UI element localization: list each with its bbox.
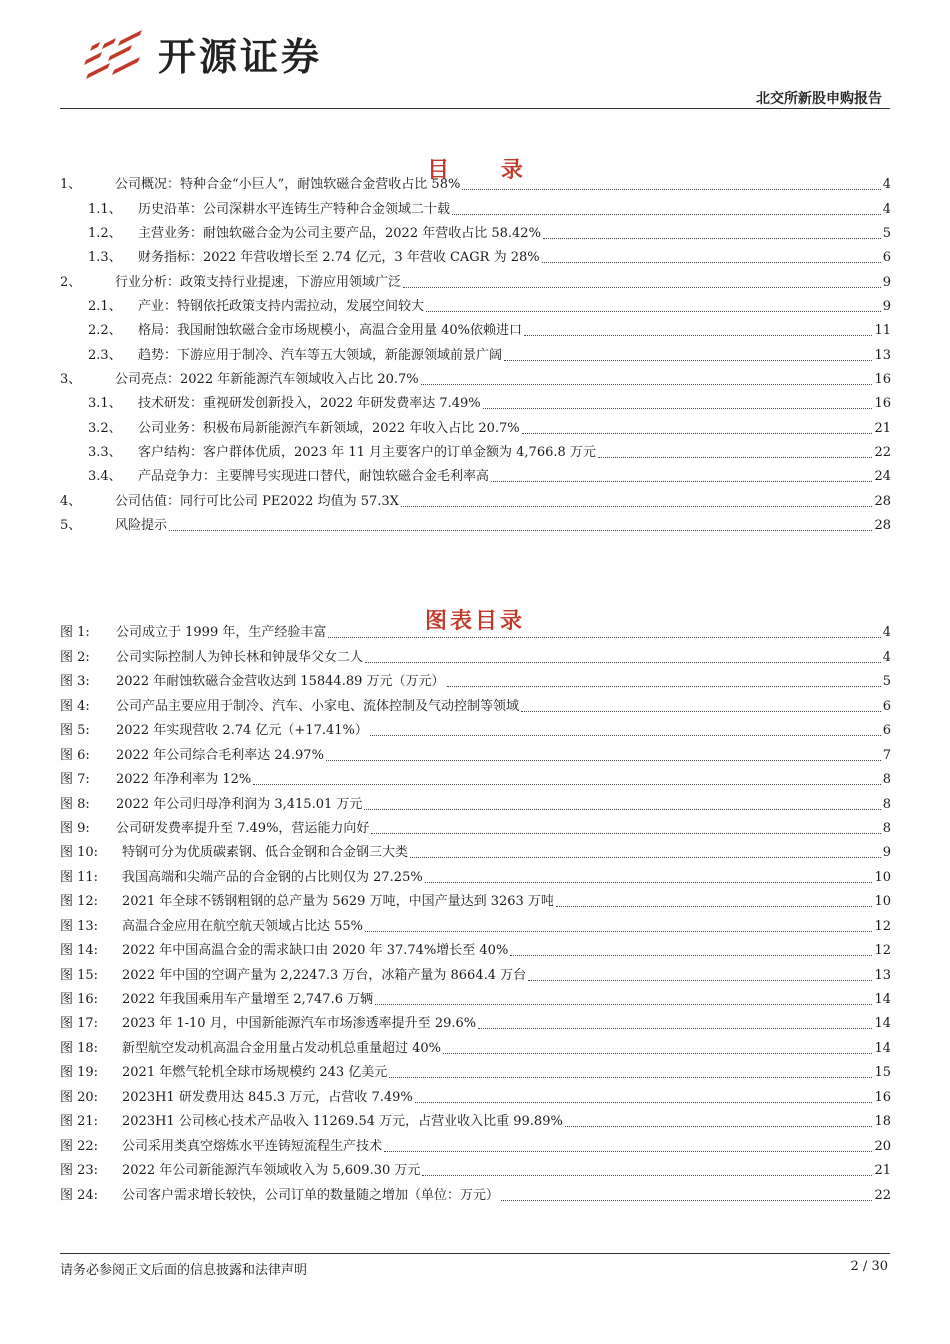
figure-entry-number: 图 17: bbox=[60, 1016, 99, 1032]
toc-entry-number: 1.3、 bbox=[88, 250, 122, 266]
figure-entry-title: 2022 年净利率为 12% bbox=[116, 772, 252, 788]
toc-list bbox=[60, 172, 891, 537]
toc-entry-number: 3、 bbox=[60, 372, 82, 388]
figure-entry-number: 图 4: bbox=[60, 698, 90, 714]
figure-entry-page-number: 13 bbox=[874, 967, 891, 983]
toc-entry[interactable] bbox=[60, 367, 891, 391]
toc-entry-page-number: 21 bbox=[874, 420, 891, 436]
dot-leader bbox=[462, 189, 880, 190]
toc-entry-title: 财务指标：2022 年营收增长至 2.74 亿元，3 年营收 CAGR 为 28% bbox=[138, 250, 540, 266]
toc-entry-title: 产业：特钢依托政策支持内需拉动，发展空间较大 bbox=[138, 299, 425, 315]
toc-entry-page-number: 4 bbox=[882, 201, 891, 217]
figure-entry[interactable] bbox=[60, 1182, 891, 1206]
dot-leader bbox=[543, 238, 881, 239]
dot-leader bbox=[403, 287, 881, 288]
figure-entry[interactable] bbox=[60, 1133, 891, 1157]
figure-entry-page-number: 22 bbox=[874, 1187, 891, 1203]
toc-entry-page-number: 9 bbox=[882, 274, 891, 290]
figure-entry-number: 图 14: bbox=[60, 943, 99, 959]
figure-entry[interactable] bbox=[60, 718, 891, 742]
figure-entry-number: 图 16: bbox=[60, 992, 99, 1007]
dot-leader bbox=[328, 637, 880, 638]
toc-entry-number: 1.1、 bbox=[88, 201, 122, 217]
figure-entry-number: 图 21: bbox=[60, 1114, 99, 1130]
figure-entry-number: 图 15: bbox=[60, 967, 99, 983]
toc-entry-title: 风险提示 bbox=[115, 518, 168, 534]
figure-entry-title: 2021 年全球不锈钢粗钢的总产量为 5629 万吨，中国产量达到 3263 万吨 bbox=[122, 894, 554, 910]
figure-entry-page-number: 8 bbox=[882, 820, 891, 836]
toc-entry-page-number: 22 bbox=[874, 445, 891, 461]
dot-leader bbox=[443, 1053, 872, 1054]
figure-entry-number: 图 6: bbox=[60, 747, 90, 763]
figure-entry-page-number: 9 bbox=[882, 845, 891, 861]
figure-entry-title: 2023H1 公司核心技术产品收入 11269.54 万元，占营业收入比重 99.89% bbox=[122, 1114, 563, 1130]
toc-entry-page-number: 16 bbox=[874, 372, 891, 388]
figure-entry-title: 2022 年公司归母净利润为 3,415.01 万元 bbox=[116, 796, 363, 812]
toc-entry-page-number: 16 bbox=[874, 396, 891, 412]
toc-entry-title: 公司概况：特种合金“小巨人”，耐蚀软磁合金营收占比 58% bbox=[115, 177, 461, 193]
toc-entry-title: 主营业务：耐蚀软磁合金为公司主要产品，2022 年营收占比 58.42% bbox=[138, 226, 541, 242]
toc-entry-title: 趋势：下游应用于制冷、汽车等五大领域，新能源领域前景广阔 bbox=[138, 347, 503, 363]
dot-leader bbox=[415, 1102, 873, 1103]
toc-entry-title: 格局：我国耐蚀软磁合金市场规模小，高温合金用量 40%依赖进口 bbox=[138, 323, 523, 339]
figure-entry-title: 新型航空发动机高温合金用量占发动机总重量超过 40% bbox=[122, 1040, 442, 1056]
toc-entry-number: 3.1、 bbox=[88, 396, 122, 412]
dot-leader bbox=[504, 360, 872, 361]
figure-entry[interactable] bbox=[60, 1084, 891, 1108]
toc-entry-title: 技术研发：重视研发创新投入，2022 年研发费率达 7.49% bbox=[138, 396, 481, 412]
toc-entry-number: 3.4、 bbox=[88, 469, 122, 485]
toc-entry-page-number: 9 bbox=[882, 299, 891, 315]
toc-entry-title: 历史沿革：公司深耕水平连铸生产特种合金领域二十载 bbox=[138, 201, 451, 217]
figure-entry[interactable] bbox=[60, 767, 891, 791]
figure-entry[interactable] bbox=[60, 791, 891, 815]
figure-entry[interactable] bbox=[60, 693, 891, 717]
figure-entry-title: 2022 年中国高温合金的需求缺口由 2020 年 37.74%增长至 40% bbox=[122, 943, 509, 959]
dot-leader bbox=[422, 1175, 872, 1176]
dot-leader bbox=[528, 980, 872, 981]
figure-entry-page-number: 14 bbox=[874, 1016, 891, 1032]
figure-entry[interactable] bbox=[60, 987, 891, 1011]
figure-entry-number: 图 7: bbox=[60, 772, 90, 788]
dot-leader bbox=[365, 662, 881, 663]
figure-entry[interactable] bbox=[60, 1158, 891, 1182]
toc-entry-number: 4、 bbox=[60, 493, 82, 509]
toc-entry-number: 1、 bbox=[60, 177, 82, 193]
toc-entry-number: 2.1、 bbox=[88, 299, 122, 315]
figure-entry-number: 图 19: bbox=[60, 1065, 99, 1081]
figure-entry-title: 2023H1 研发费用达 845.3 万元，占营收 7.49% bbox=[122, 1089, 413, 1105]
figure-entry[interactable] bbox=[60, 644, 891, 668]
dot-leader bbox=[542, 262, 881, 263]
figure-entry[interactable] bbox=[60, 840, 891, 864]
toc-entry[interactable] bbox=[60, 269, 891, 293]
figure-entry-number: 图 11: bbox=[60, 869, 99, 885]
figure-entry-title: 2022 年公司新能源汽车领域收入为 5,609.30 万元 bbox=[122, 1163, 421, 1179]
dot-leader bbox=[364, 809, 880, 810]
dot-leader bbox=[326, 760, 881, 761]
figure-entry-number: 图 10: bbox=[60, 845, 99, 861]
dot-leader bbox=[478, 1028, 872, 1029]
figure-entry[interactable] bbox=[60, 1109, 891, 1133]
toc-entry-page-number: 11 bbox=[874, 323, 891, 339]
figure-entry-page-number: 21 bbox=[874, 1163, 891, 1179]
toc-entry[interactable] bbox=[60, 196, 891, 220]
figure-entry[interactable] bbox=[60, 938, 891, 962]
toc-entry[interactable] bbox=[60, 513, 891, 537]
toc-entry-number: 3.2、 bbox=[88, 420, 122, 436]
dot-leader bbox=[253, 784, 880, 785]
figure-index-list bbox=[60, 620, 891, 1207]
figure-entry-title: 特钢可分为优质碳素钢、低合金钢和合金钢三大类 bbox=[122, 845, 409, 861]
figure-entry-page-number: 7 bbox=[882, 747, 891, 763]
dot-leader bbox=[375, 1004, 872, 1005]
toc-entry-number: 2.2、 bbox=[88, 323, 122, 339]
figure-entry-number: 图 18: bbox=[60, 1040, 99, 1056]
dot-leader bbox=[521, 711, 881, 712]
figure-entry-page-number: 14 bbox=[874, 1040, 891, 1056]
figure-entry-title: 2022 年公司综合毛利率达 24.97% bbox=[116, 747, 324, 763]
figure-entry-page-number: 8 bbox=[882, 796, 891, 812]
dot-leader bbox=[598, 457, 873, 458]
toc-entry-page-number: 5 bbox=[882, 226, 891, 242]
toc-entry-number: 3.3、 bbox=[88, 445, 122, 461]
dot-leader bbox=[389, 1077, 872, 1078]
figure-entry-title: 2022 年耐蚀软磁合金营收达到 15844.89 万元（万元） bbox=[116, 674, 445, 690]
dot-leader bbox=[524, 335, 872, 336]
toc-entry[interactable] bbox=[60, 415, 891, 439]
figure-entry-number: 图 22: bbox=[60, 1138, 99, 1154]
dot-leader bbox=[452, 214, 881, 215]
figure-entry-number: 图 2: bbox=[60, 649, 90, 665]
footer-disclaimer: 请务必参阅正文后面的信息披露和法律声明 bbox=[60, 1263, 308, 1278]
toc-entry-number: 5、 bbox=[60, 518, 82, 534]
dot-leader bbox=[426, 311, 881, 312]
figure-entry-title: 公司成立于 1999 年，生产经验丰富 bbox=[116, 625, 327, 641]
toc-entry-page-number: 6 bbox=[882, 250, 891, 266]
figure-entry[interactable] bbox=[60, 962, 891, 986]
figure-entry-page-number: 12 bbox=[874, 918, 891, 934]
footer-divider bbox=[60, 1253, 890, 1254]
figure-entry-title: 2022 年中国的空调产量为 2,2247.3 万台，冰箱产量为 8664.4 万台 bbox=[122, 967, 527, 983]
figure-entry[interactable] bbox=[60, 620, 891, 644]
toc-entry[interactable] bbox=[60, 318, 891, 342]
toc-entry-page-number: 13 bbox=[874, 347, 891, 363]
figure-index-heading: 图表目录 bbox=[424, 609, 525, 634]
toc-entry[interactable] bbox=[60, 172, 891, 196]
figure-entry-title: 公司研发费率提升至 7.49%，营运能力向好 bbox=[116, 820, 370, 836]
figure-entry-title: 2022 年我国乘用车产量增至 2,747.6 万辆 bbox=[122, 992, 374, 1007]
toc-entry-title: 公司业务：积极布局新能源汽车新领域，2022 年收入占比 20.7% bbox=[138, 420, 520, 436]
toc-entry-title: 行业分析：政策支持行业提速，下游应用领域广泛 bbox=[115, 274, 402, 290]
figure-entry-page-number: 14 bbox=[874, 992, 891, 1007]
figure-entry[interactable] bbox=[60, 889, 891, 913]
figure-entry-title: 2021 年燃气轮机全球市场规模约 243 亿美元 bbox=[122, 1065, 388, 1081]
dot-leader bbox=[556, 906, 873, 907]
figure-entry-title: 高温合金应用在航空航天领域占比达 55% bbox=[122, 918, 364, 934]
figure-entry-number: 图 9: bbox=[60, 820, 90, 836]
toc-entry-page-number: 28 bbox=[874, 518, 891, 534]
toc-entry-title: 公司亮点：2022 年新能源汽车领域收入占比 20.7% bbox=[115, 372, 419, 388]
report-type-label: 北交所新股申购报告 bbox=[756, 91, 882, 107]
dot-leader bbox=[370, 735, 881, 736]
dot-leader bbox=[483, 408, 873, 409]
figure-entry-page-number: 12 bbox=[874, 943, 891, 959]
dot-leader bbox=[371, 833, 880, 834]
dot-leader bbox=[565, 1126, 873, 1127]
figure-entry[interactable] bbox=[60, 1011, 891, 1035]
figure-entry-title: 公司采用类真空熔炼水平连铸短流程生产技术 bbox=[122, 1138, 383, 1154]
figure-entry-title: 公司客户需求增长较快，公司订单的数量随之增加（单位：万元） bbox=[122, 1187, 500, 1203]
toc-entry[interactable] bbox=[60, 294, 891, 318]
toc-entry-page-number: 24 bbox=[874, 469, 891, 485]
figure-entry-number: 图 12: bbox=[60, 894, 99, 910]
figure-entry-title: 2022 年实现营收 2.74 亿元（+17.41%） bbox=[116, 723, 368, 739]
figure-entry-title: 公司实际控制人为钟长林和钟晟华父女二人 bbox=[116, 649, 364, 665]
figure-entry[interactable] bbox=[60, 913, 891, 937]
toc-entry[interactable] bbox=[60, 440, 891, 464]
dot-leader bbox=[384, 1151, 872, 1152]
dot-leader bbox=[410, 857, 881, 858]
figure-entry[interactable] bbox=[60, 864, 891, 888]
figure-entry-number: 图 5: bbox=[60, 723, 90, 739]
figure-entry-number: 图 20: bbox=[60, 1089, 99, 1105]
figure-entry[interactable] bbox=[60, 1060, 891, 1084]
figure-entry[interactable] bbox=[60, 1035, 891, 1059]
figure-entry-page-number: 15 bbox=[874, 1065, 891, 1081]
figure-entry-page-number: 6 bbox=[882, 723, 891, 739]
toc-entry[interactable] bbox=[60, 221, 891, 245]
toc-entry-title: 公司估值：同行可比公司 PE2022 均值为 57.3X bbox=[115, 493, 399, 509]
page-header bbox=[0, 0, 950, 110]
toc-entry[interactable] bbox=[60, 342, 891, 366]
header-divider bbox=[60, 108, 890, 109]
figure-entry[interactable] bbox=[60, 742, 891, 766]
dot-leader bbox=[365, 931, 872, 932]
toc-entry-title: 产品竞争力：主要牌号实现进口替代，耐蚀软磁合金毛利率高 bbox=[138, 469, 490, 485]
figure-entry-number: 图 13: bbox=[60, 918, 99, 934]
dot-leader bbox=[501, 1200, 872, 1201]
figure-entry-number: 图 24: bbox=[60, 1187, 99, 1203]
dot-leader bbox=[169, 530, 872, 531]
figure-entry-page-number: 18 bbox=[874, 1114, 891, 1130]
toc-heading: 目 录 bbox=[427, 158, 545, 183]
figure-entry-title: 公司产品主要应用于制冷、汽车、小家电、流体控制及气动控制等领域 bbox=[116, 698, 520, 714]
figure-entry-page-number: 10 bbox=[874, 869, 891, 885]
toc-entry-number: 2、 bbox=[60, 274, 82, 290]
figure-entry-page-number: 20 bbox=[874, 1138, 891, 1154]
logo-text: 开源证券 bbox=[158, 35, 323, 79]
toc-entry[interactable] bbox=[60, 391, 891, 415]
figure-entry[interactable] bbox=[60, 669, 891, 693]
figure-entry-page-number: 8 bbox=[882, 772, 891, 788]
dot-leader bbox=[425, 882, 873, 883]
figure-entry-number: 图 3: bbox=[60, 674, 90, 690]
toc-entry-page-number: 4 bbox=[882, 177, 891, 193]
dot-leader bbox=[491, 481, 872, 482]
figure-entry-page-number: 6 bbox=[882, 698, 891, 714]
toc-entry-number: 2.3、 bbox=[88, 347, 122, 363]
figure-entry[interactable] bbox=[60, 816, 891, 840]
figure-entry-page-number: 5 bbox=[882, 674, 891, 690]
toc-entry-title: 客户结构：客户群体优质，2023 年 11 月主要客户的订单金额为 4,766.8 万元 bbox=[138, 445, 596, 461]
figure-entry-number: 图 23: bbox=[60, 1163, 99, 1179]
toc-entry[interactable] bbox=[60, 488, 891, 512]
dot-leader bbox=[510, 955, 872, 956]
toc-entry-page-number: 28 bbox=[874, 493, 891, 509]
dot-leader bbox=[421, 384, 873, 385]
figure-entry-number: 图 1: bbox=[60, 625, 90, 641]
figure-entry-page-number: 16 bbox=[874, 1089, 891, 1105]
figure-entry-title: 2023 年 1-10 月，中国新能源汽车市场渗透率提升至 29.6% bbox=[122, 1016, 477, 1032]
toc-entry[interactable] bbox=[60, 464, 891, 488]
kaiyuan-logo-icon bbox=[80, 30, 150, 85]
figure-entry-page-number: 4 bbox=[882, 649, 891, 665]
toc-entry[interactable] bbox=[60, 245, 891, 269]
page-indicator: 2 / 30 bbox=[850, 1259, 888, 1274]
dot-leader bbox=[401, 506, 873, 507]
dot-leader bbox=[447, 686, 881, 687]
dot-leader bbox=[522, 433, 873, 434]
toc-entry-number: 1.2、 bbox=[88, 226, 122, 242]
figure-entry-number: 图 8: bbox=[60, 796, 90, 812]
figure-entry-page-number: 4 bbox=[882, 625, 891, 641]
figure-entry-page-number: 10 bbox=[874, 894, 891, 910]
figure-entry-title: 我国高端和尖端产品的合金钢的占比则仅为 27.25% bbox=[122, 869, 423, 885]
